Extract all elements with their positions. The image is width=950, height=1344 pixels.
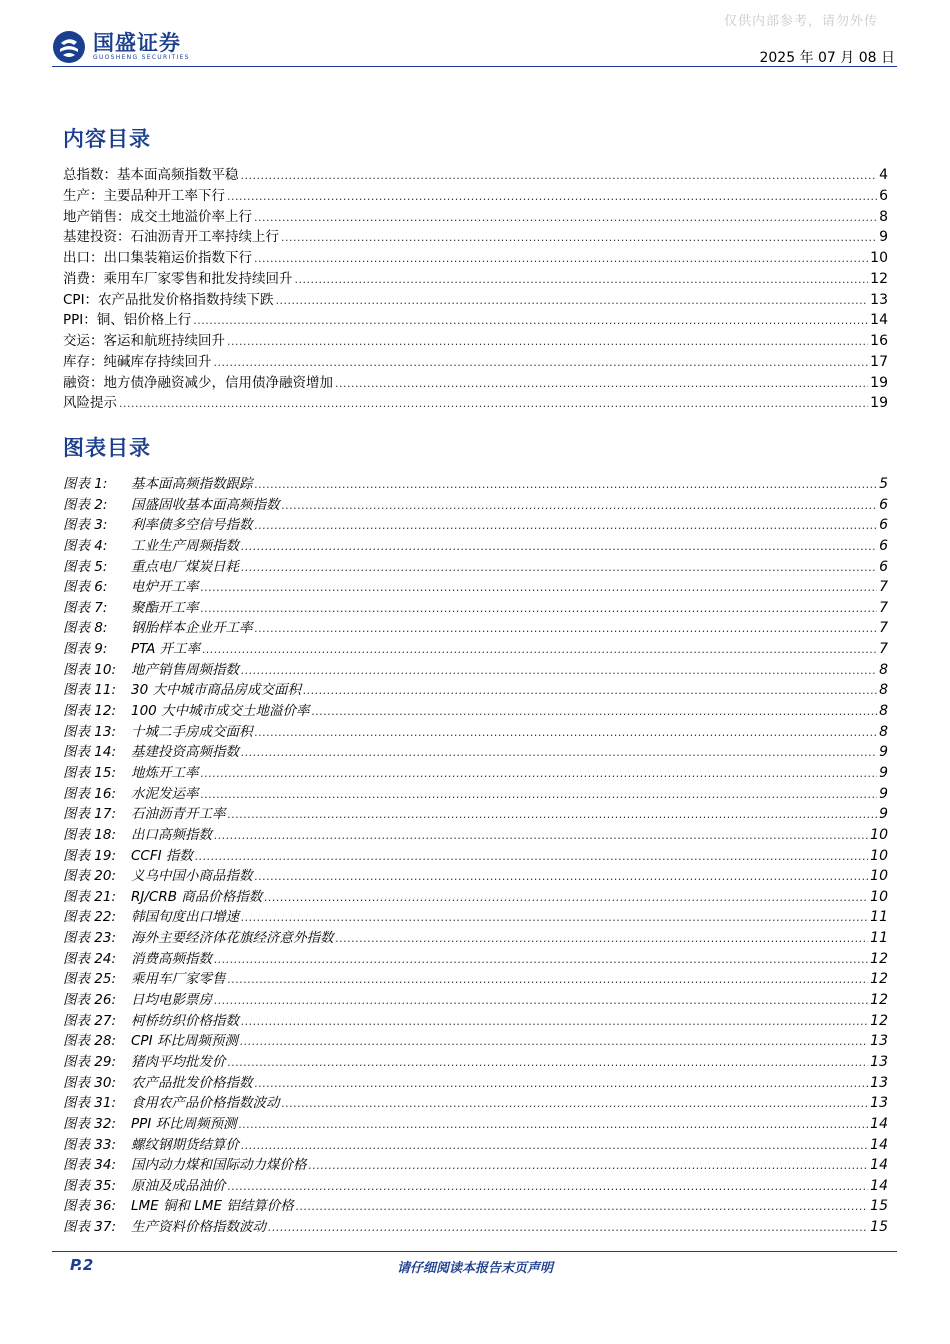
entry-page-number: 7 xyxy=(879,599,888,616)
figure-entry[interactable] xyxy=(63,1029,888,1050)
contents-title: 内容目录 xyxy=(63,127,151,151)
figure-entry-label: 生产资料价格指数波动 xyxy=(131,1219,266,1236)
dot-leader xyxy=(241,1139,868,1152)
dot-leader xyxy=(254,252,868,265)
dot-leader xyxy=(254,211,877,224)
figure-entry-text xyxy=(63,844,193,864)
figure-entry[interactable] xyxy=(63,1112,888,1133)
dot-leader xyxy=(276,294,869,307)
figure-entry-label: 十城二手房成交面积 xyxy=(131,723,253,740)
dot-leader xyxy=(201,602,878,615)
figure-entry-label: 30 大中城市商品房成交面积 xyxy=(131,682,301,699)
figure-entry-label: 聚酯开工率 xyxy=(131,599,199,616)
dot-leader xyxy=(241,1015,868,1028)
disclaimer-note: 请仔细阅读本报告末页声明 xyxy=(396,1261,553,1276)
figure-entry[interactable] xyxy=(63,472,888,493)
figure-entry[interactable] xyxy=(63,596,888,617)
figure-entry-number: 图表 34: xyxy=(63,1157,117,1174)
contents-entry[interactable] xyxy=(63,391,888,412)
entry-page-number: 12 xyxy=(870,971,888,988)
figure-entry-label: 食用农产品价格指数波动 xyxy=(131,1095,280,1112)
entry-page-number: 8 xyxy=(879,208,888,225)
figures-title: 图表目录 xyxy=(63,436,151,460)
contents-entry[interactable] xyxy=(63,329,888,350)
dot-leader xyxy=(241,911,868,924)
figure-entry-text xyxy=(63,740,239,760)
company-logo xyxy=(52,30,190,64)
entry-page-number: 13 xyxy=(870,291,888,308)
figure-entry[interactable] xyxy=(63,988,888,1009)
footer-divider xyxy=(52,1251,897,1252)
figure-entry[interactable] xyxy=(63,1153,888,1174)
figure-entry-number: 图表 15: xyxy=(63,764,117,781)
report-date: 2025 年 07 月 08 日 xyxy=(759,50,895,66)
entry-page-number: 15 xyxy=(870,1219,888,1236)
figure-entry-text xyxy=(63,720,253,740)
figure-entry-text xyxy=(63,967,226,987)
entry-page-number: 11 xyxy=(870,909,888,926)
figure-entry-number: 图表 11: xyxy=(63,682,117,699)
entry-page-number: 11 xyxy=(870,930,888,947)
entry-page-number: 12 xyxy=(870,270,888,287)
entry-page-number: 14 xyxy=(870,312,888,329)
figure-entry-label: 国内动力煤和国际动力煤价格 xyxy=(131,1157,307,1174)
figure-entry-text xyxy=(63,1112,237,1132)
figure-entry-number: 图表 20: xyxy=(63,868,117,885)
entry-page-number: 9 xyxy=(879,764,888,781)
figure-entry-text xyxy=(63,823,212,843)
figure-entry[interactable] xyxy=(63,678,888,699)
entry-page-number: 13 xyxy=(870,1074,888,1091)
dot-leader xyxy=(296,1200,868,1213)
figure-entry-text xyxy=(63,761,199,781)
figure-entry-number: 图表 21: xyxy=(63,888,117,905)
dot-leader xyxy=(239,1118,869,1131)
entry-page-number: 19 xyxy=(870,395,888,412)
entry-page-number: 14 xyxy=(870,1157,888,1174)
figure-entry-text xyxy=(63,1133,239,1153)
figure-entry-text xyxy=(63,1194,294,1214)
figure-entry-label: 农产品批发价格指数 xyxy=(131,1074,253,1091)
figure-entry-number: 图表 37: xyxy=(63,1219,117,1236)
dot-leader xyxy=(241,540,877,553)
entry-page-number: 9 xyxy=(879,229,888,246)
figure-entry-number: 图表 36: xyxy=(63,1198,117,1215)
figure-entry-text xyxy=(63,1009,239,1029)
entry-page-number: 13 xyxy=(870,1095,888,1112)
entry-page-number: 10 xyxy=(870,888,888,905)
figure-entry-number: 图表 18: xyxy=(63,826,117,843)
entry-page-number: 17 xyxy=(870,353,888,370)
figure-entry[interactable] xyxy=(63,905,888,926)
figure-entry[interactable] xyxy=(63,720,888,741)
entry-page-number: 7 xyxy=(879,579,888,596)
entry-page-number: 8 xyxy=(879,723,888,740)
dot-leader xyxy=(255,622,878,635)
figure-entry-number: 图表 19: xyxy=(63,847,117,864)
figure-entry[interactable] xyxy=(63,658,888,679)
figure-entry-number: 图表 16: xyxy=(63,785,117,802)
figure-entry-number: 图表 9: xyxy=(63,641,108,658)
figure-entry[interactable] xyxy=(63,885,888,906)
entry-page-number: 14 xyxy=(870,1136,888,1153)
dot-leader xyxy=(214,356,869,369)
figure-entry-label: 重点电厂煤炭日耗 xyxy=(131,558,239,575)
figure-entry-text xyxy=(63,905,239,925)
logo-name-cn: 国盛证券 xyxy=(93,31,181,55)
figure-entry-label: 义乌中国小商品指数 xyxy=(131,868,253,885)
figure-entry-number: 图表 33: xyxy=(63,1136,117,1153)
figure-entry-number: 图表 27: xyxy=(63,1012,117,1029)
entry-page-number: 10 xyxy=(870,847,888,864)
figure-entry-label: 日均电影票房 xyxy=(131,992,212,1009)
entry-page-number: 8 xyxy=(879,682,888,699)
contents-entry[interactable] xyxy=(63,205,888,226)
dot-leader xyxy=(241,561,877,574)
figure-entry-number: 图表 3: xyxy=(63,517,108,534)
figure-entry[interactable] xyxy=(63,1133,888,1154)
entry-page-number: 13 xyxy=(870,1033,888,1050)
figure-entry-number: 图表 24: xyxy=(63,950,117,967)
figure-entry-label: 电炉开工率 xyxy=(131,579,199,596)
figure-entry[interactable] xyxy=(63,1071,888,1092)
figure-entry-number: 图表 22: xyxy=(63,909,117,926)
figure-entry-text xyxy=(63,1091,280,1111)
figure-entry-number: 图表 28: xyxy=(63,1033,117,1050)
figure-entry-number: 图表 25: xyxy=(63,971,117,988)
entry-page-number: 12 xyxy=(870,992,888,1009)
contents-entry-label: 交运：客运和航班持续回升 xyxy=(63,333,225,349)
dot-leader xyxy=(264,891,868,904)
figure-entry-number: 图表 32: xyxy=(63,1115,117,1132)
dot-leader xyxy=(240,1035,868,1048)
figure-entry[interactable] xyxy=(63,947,888,968)
figure-entry[interactable] xyxy=(63,1194,888,1215)
figure-entry-label: 基本面高频指数跟踪 xyxy=(131,476,253,492)
figure-entry[interactable] xyxy=(63,699,888,720)
entry-page-number: 7 xyxy=(879,641,888,658)
figure-entry-label: 水泥发运率 xyxy=(131,785,199,802)
figure-entry-number: 图表 13: xyxy=(63,723,117,740)
figure-entry[interactable] xyxy=(63,802,888,823)
figure-entry-label: 柯桥纺织价格指数 xyxy=(131,1012,239,1029)
entry-page-number: 10 xyxy=(870,868,888,885)
entry-page-number: 9 xyxy=(879,785,888,802)
figure-entry[interactable] xyxy=(63,926,888,947)
dot-leader xyxy=(228,1180,869,1193)
figure-entry-text xyxy=(63,658,239,678)
figure-entry[interactable] xyxy=(63,637,888,658)
figure-entry[interactable] xyxy=(63,1215,888,1236)
entry-page-number: 8 xyxy=(879,703,888,720)
dot-leader xyxy=(193,314,868,327)
entry-page-number: 6 xyxy=(879,537,888,554)
figure-entry-text xyxy=(63,1153,307,1173)
figure-entry-label: RJ/CRB 商品价格指数 xyxy=(131,888,263,905)
figure-entry-text xyxy=(63,555,239,575)
figure-entry-number: 图表 1: xyxy=(63,476,108,492)
figure-entry-label: 基建投资高频指数 xyxy=(131,744,239,761)
contents-entry-label: 生产：主要品种开工率下行 xyxy=(63,187,225,204)
figure-entry[interactable] xyxy=(63,493,888,514)
dot-leader xyxy=(241,664,877,677)
dot-leader xyxy=(255,1077,869,1090)
figure-entry-label: 出口高频指数 xyxy=(131,826,212,843)
dot-leader xyxy=(227,190,877,203)
dot-leader xyxy=(309,1159,869,1172)
figure-entry-number: 图表 7: xyxy=(63,599,108,616)
figure-entry-text xyxy=(63,885,262,905)
entry-page-number: 10 xyxy=(870,826,888,843)
figure-entry-text xyxy=(63,493,280,513)
dot-leader xyxy=(201,788,878,801)
figure-entry-label: 猪肉平均批发价 xyxy=(131,1053,226,1070)
contents-entry[interactable] xyxy=(63,225,888,246)
dot-leader xyxy=(228,808,878,821)
figure-entry-label: 乘用车厂家零售 xyxy=(131,971,226,988)
figure-entry-label: 石油沥青开工率 xyxy=(131,806,226,823)
figure-entry-label: 钢胎样本企业开工率 xyxy=(131,620,253,637)
figure-entry-text xyxy=(63,616,253,636)
figure-entry[interactable] xyxy=(63,534,888,555)
dot-leader xyxy=(312,705,878,718)
figure-entry-number: 图表 17: xyxy=(63,806,117,823)
figure-entry-text xyxy=(63,1050,226,1070)
logo-name-en: GUOSHENG SECURITIES xyxy=(93,54,190,61)
dot-leader xyxy=(336,932,869,945)
entry-page-number: 9 xyxy=(879,744,888,761)
entry-page-number: 10 xyxy=(870,250,888,266)
page-number: P.2 xyxy=(70,1256,94,1274)
figure-entry-text xyxy=(63,1029,238,1049)
dot-leader xyxy=(214,953,868,966)
figure-entry[interactable] xyxy=(63,1174,888,1195)
dot-leader xyxy=(214,829,868,842)
figure-entry-text xyxy=(63,802,226,822)
dot-leader xyxy=(255,519,878,532)
dot-leader xyxy=(268,1221,868,1234)
figure-entry-number: 图表 2: xyxy=(63,496,108,513)
figure-entry-text xyxy=(63,637,200,657)
figure-entry-label: 螺纹钢期货结算价 xyxy=(131,1136,239,1153)
figure-entry-label: 100 大中城市成交土地溢价率 xyxy=(131,703,310,720)
figure-entry[interactable] xyxy=(63,761,888,782)
contents-entry-label: 地产销售：成交土地溢价率上行 xyxy=(63,208,252,225)
figure-entry-text xyxy=(63,988,212,1008)
figure-entry-text xyxy=(63,472,253,492)
watermark: 仅供内部参考，请勿外传 xyxy=(723,14,878,29)
figure-entry[interactable] xyxy=(63,1009,888,1030)
dot-leader xyxy=(282,1097,869,1110)
figure-entry-number: 图表 12: xyxy=(63,703,117,720)
figure-entry-number: 图表 6: xyxy=(63,579,108,596)
dot-leader xyxy=(195,850,868,863)
dot-leader xyxy=(201,581,878,594)
entry-page-number: 5 xyxy=(879,476,888,492)
entry-page-number: 6 xyxy=(879,496,888,513)
entry-page-number: 6 xyxy=(879,187,888,204)
figure-entry-number: 图表 26: xyxy=(63,992,117,1009)
figure-entry-number: 图表 30: xyxy=(63,1074,117,1091)
figure-entry-text xyxy=(63,864,253,884)
contents-entry-label: 基建投资：石油沥青开工率持续上行 xyxy=(63,229,279,246)
contents-entry[interactable] xyxy=(63,308,888,329)
entry-page-number: 6 xyxy=(879,517,888,534)
figure-entry-number: 图表 10: xyxy=(63,661,117,678)
figure-entry-text xyxy=(63,782,199,802)
figure-entry-label: CPI 环比周频预测 xyxy=(131,1033,238,1050)
contents-list xyxy=(63,163,888,412)
entry-page-number: 7 xyxy=(879,620,888,637)
entry-page-number: 12 xyxy=(870,950,888,967)
figure-entry[interactable] xyxy=(63,616,888,637)
figure-entry-number: 图表 31: xyxy=(63,1095,117,1112)
contents-entry[interactable] xyxy=(63,371,888,392)
figure-entry-text xyxy=(63,513,253,533)
figure-entry-label: 韩国旬度出口增速 xyxy=(131,909,239,926)
dot-leader xyxy=(241,746,877,759)
dot-leader xyxy=(202,643,877,656)
figure-entry[interactable] xyxy=(63,1091,888,1112)
figure-entry-text xyxy=(63,1174,226,1194)
figure-entry-number: 图表 29: xyxy=(63,1053,117,1070)
figure-entry[interactable] xyxy=(63,740,888,761)
entry-page-number: 12 xyxy=(870,1012,888,1029)
entry-page-number: 14 xyxy=(870,1115,888,1132)
contents-entry[interactable] xyxy=(63,350,888,371)
figure-entry-text xyxy=(63,1215,266,1235)
dot-leader xyxy=(255,478,878,491)
figure-entry-text xyxy=(63,926,334,946)
entry-page-number: 13 xyxy=(870,1053,888,1070)
figure-entry-number: 图表 8: xyxy=(63,620,108,637)
figure-entry[interactable] xyxy=(63,575,888,596)
guosheng-logo-icon xyxy=(52,30,86,64)
figure-entry-number: 图表 5: xyxy=(63,558,108,575)
figure-entry-label: PPI 环比周频预测 xyxy=(131,1115,237,1132)
figure-entry[interactable] xyxy=(63,967,888,988)
entry-page-number: 19 xyxy=(870,374,888,391)
dot-leader xyxy=(241,169,878,182)
figure-entry-label: LME 铜和 LME 铝结算价格 xyxy=(131,1198,294,1215)
figure-entry-label: CCFI 指数 xyxy=(131,847,193,864)
entry-page-number: 4 xyxy=(879,167,888,183)
contents-entry[interactable] xyxy=(63,184,888,205)
figure-entry-text xyxy=(63,596,199,616)
dot-leader xyxy=(227,335,868,348)
figure-entry-text xyxy=(63,947,212,967)
dot-leader xyxy=(228,1056,869,1069)
dot-leader xyxy=(303,684,877,697)
figure-entry-number: 图表 4: xyxy=(63,537,108,554)
dot-leader xyxy=(214,994,868,1007)
contents-entry-label: 融资：地方债净融资减少，信用债净融资增加 xyxy=(63,374,333,391)
contents-entry-label: 库存：纯碱库存持续回升 xyxy=(63,353,212,370)
figure-entry-label: 消费高频指数 xyxy=(131,950,212,967)
dot-leader xyxy=(295,273,869,286)
figure-entry-label: 地炼开工率 xyxy=(131,764,199,781)
contents-entry[interactable] xyxy=(63,288,888,309)
entry-page-number: 6 xyxy=(879,558,888,575)
entry-page-number: 14 xyxy=(870,1177,888,1194)
figure-entry[interactable] xyxy=(63,513,888,534)
figure-entry-text xyxy=(63,699,310,719)
contents-entry-label: 风险提示 xyxy=(63,395,117,412)
entry-page-number: 15 xyxy=(870,1198,888,1215)
figure-entry[interactable] xyxy=(63,823,888,844)
figure-entry-label: 利率债多空信号指数 xyxy=(131,517,253,534)
figure-entry-label: 地产销售周频指数 xyxy=(131,661,239,678)
dot-leader xyxy=(201,767,878,780)
contents-entry-label: 总指数：基本面高频指数平稳 xyxy=(63,167,239,183)
figure-entry-label: 国盛固收基本面高频指数 xyxy=(131,496,280,513)
contents-entry-label: CPI：农产品批发价格指数持续下跌 xyxy=(63,291,274,308)
figure-entry[interactable] xyxy=(63,844,888,865)
contents-entry[interactable] xyxy=(63,163,888,184)
figure-entry-text xyxy=(63,1071,253,1091)
entry-page-number: 8 xyxy=(879,661,888,678)
figure-entry[interactable] xyxy=(63,1050,888,1071)
figure-entry-label: PTA 开工率 xyxy=(131,641,201,658)
contents-entry-label: 消费：乘用车厂家零售和批发持续回升 xyxy=(63,270,293,287)
header-divider xyxy=(52,66,897,67)
dot-leader xyxy=(282,499,878,512)
figures-list xyxy=(63,472,888,1236)
figure-entry-label: 工业生产周频指数 xyxy=(131,537,239,554)
contents-entry[interactable] xyxy=(63,267,888,288)
dot-leader xyxy=(119,397,868,410)
figure-entry-number: 图表 35: xyxy=(63,1177,117,1194)
contents-entry[interactable] xyxy=(63,246,888,267)
figure-entry-number: 图表 23: xyxy=(63,930,117,947)
entry-page-number: 9 xyxy=(879,806,888,823)
figure-entry[interactable] xyxy=(63,555,888,576)
figure-entry-label: 海外主要经济体花旗经济意外指数 xyxy=(131,930,334,947)
figure-entry-label: 原油及成品油价 xyxy=(131,1177,226,1194)
figure-entry-number: 图表 14: xyxy=(63,744,117,761)
figure-entry-text xyxy=(63,575,199,595)
figure-entry[interactable] xyxy=(63,864,888,885)
dot-leader xyxy=(281,231,877,244)
contents-entry-label: 出口：出口集装箱运价指数下行 xyxy=(63,250,252,266)
dot-leader xyxy=(255,870,869,883)
figure-entry[interactable] xyxy=(63,782,888,803)
figure-entry-text xyxy=(63,678,301,698)
contents-entry-label: PPI：铜、铝价格上行 xyxy=(63,312,192,329)
dot-leader xyxy=(335,377,868,390)
dot-leader xyxy=(228,973,869,986)
entry-page-number: 16 xyxy=(870,333,888,349)
dot-leader xyxy=(255,726,878,739)
figure-entry-text xyxy=(63,534,239,554)
